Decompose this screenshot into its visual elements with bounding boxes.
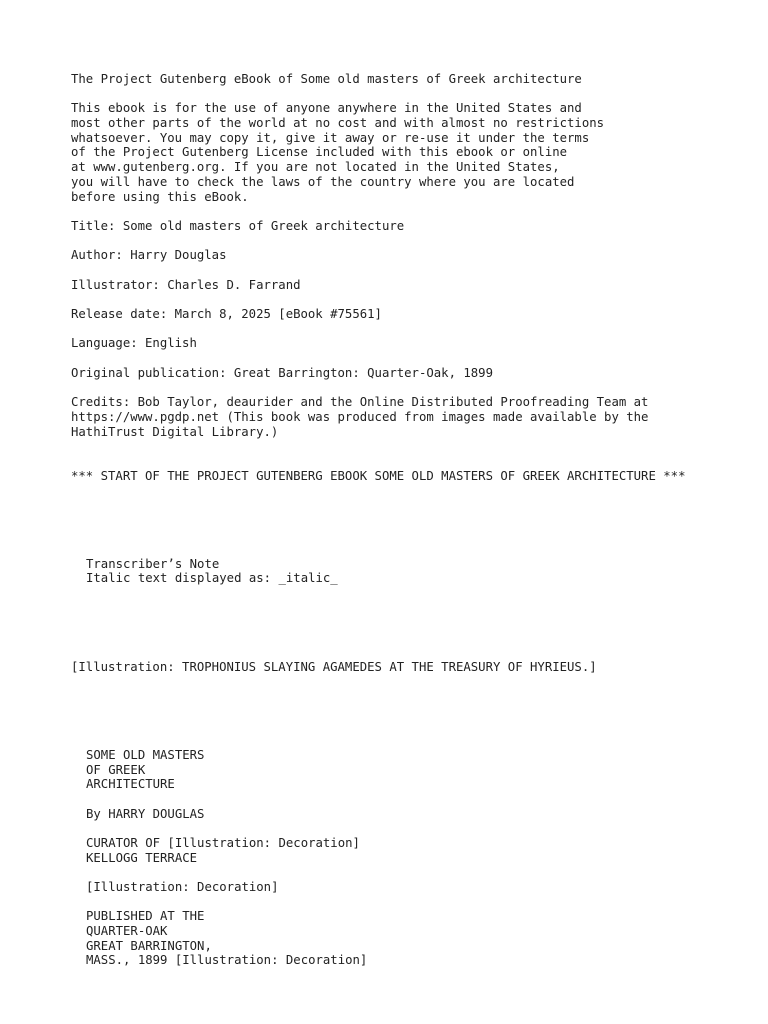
curator-line: CURATOR OF [Illustration: Decoration]: [86, 835, 360, 850]
ebook-text: [71, 72, 751, 968]
publisher-line: GREAT BARRINGTON,: [86, 938, 212, 953]
transcriber-note-heading: Transcriber’s Note: [86, 556, 220, 571]
license-line: before using this eBook.: [71, 189, 249, 204]
license-line: you will have to check the laws of the country where you are located: [71, 174, 575, 189]
book-title-line: SOME OLD MASTERS: [86, 747, 205, 762]
meta-release-date: Release date: March 8, 2025 [eBook #75561]: [71, 307, 382, 321]
license-line: most other parts of the world at no cost and with almost no restrictions: [71, 116, 605, 131]
meta-credits: [71, 395, 751, 439]
curator-line: KELLOGG TERRACE: [86, 850, 198, 865]
license-line: at www.gutenberg.org. If you are not located in the United States,: [71, 160, 560, 175]
meta-illustrator: Illustrator: Charles D. Farrand: [71, 277, 301, 292]
credits-line: Credits: Bob Taylor, deaurider and the Online Distributed Proofreading Team at: [71, 395, 649, 410]
start-marker: *** START OF THE PROJECT GUTENBERG EBOOK SOME OLD MASTERS OF GREEK ARCHITECTURE ***: [71, 468, 686, 483]
transcriber-note: [71, 557, 751, 586]
license-line: This ebook is for the use of anyone anywhere in the United States and: [71, 101, 582, 116]
meta-author: Author: Harry Douglas: [71, 248, 227, 263]
frontispiece-illustration-caption: [Illustration: TROPHONIUS SLAYING AGAMEDES AT THE TREASURY OF HYRIEUS.]: [71, 659, 597, 674]
credits-line: https://www.pgdp.net (This book was produced from images made available by the: [71, 409, 649, 424]
license-paragraph: [71, 101, 751, 204]
meta-title: Title: Some old masters of Greek architecture: [71, 218, 405, 233]
credits-line: HathiTrust Digital Library.): [71, 424, 279, 439]
meta-original-publication: Original publication: Great Barrington: Quarter-Oak, 1899: [71, 365, 493, 380]
decoration-illustration: [Illustration: Decoration]: [86, 880, 279, 895]
transcriber-note-text: Italic text displayed as: _italic_: [86, 571, 338, 586]
book-title-line: OF GREEK: [86, 762, 146, 777]
license-line: whatsoever. You may copy it, give it away or re-use it under the terms: [71, 130, 590, 145]
title-page: [71, 748, 751, 968]
meta-language: Language: English: [71, 336, 197, 351]
publisher-line: QUARTER-OAK: [86, 924, 168, 939]
publisher-line: MASS., 1899 [Illustration: Decoration]: [86, 953, 368, 968]
publisher-line: PUBLISHED AT THE: [86, 909, 205, 924]
license-line: of the Project Gutenberg License included with this ebook or online: [71, 145, 568, 160]
book-title-line: ARCHITECTURE: [86, 777, 175, 792]
ebook-header-title: The Project Gutenberg eBook of Some old masters of Greek architecture: [71, 72, 582, 86]
byline: By HARRY DOUGLAS: [86, 806, 205, 821]
